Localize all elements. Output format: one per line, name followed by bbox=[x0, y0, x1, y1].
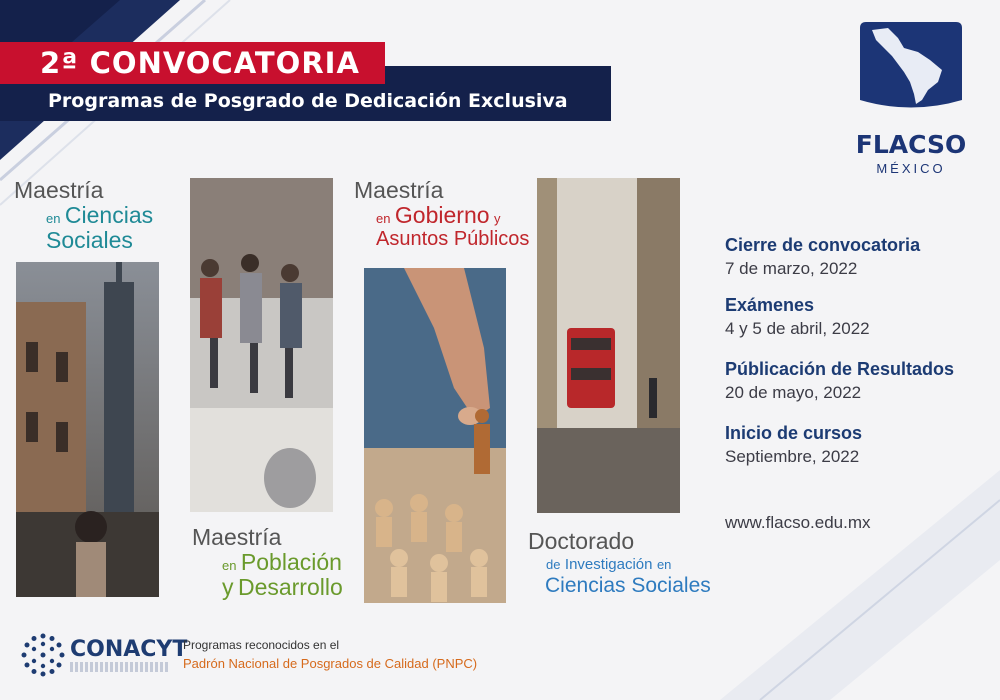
photo-city-tower bbox=[16, 262, 159, 597]
date-label: Exámenes bbox=[725, 295, 815, 315]
photo-hand-figures bbox=[364, 268, 506, 603]
date-value: Septiembre, 2022 bbox=[725, 447, 860, 466]
program-prep2: y bbox=[494, 211, 501, 226]
program-prep: en bbox=[222, 558, 237, 573]
date-item bbox=[725, 422, 995, 468]
flacso-country: MÉXICO bbox=[876, 161, 946, 176]
program-gobierno-asuntos bbox=[354, 179, 529, 249]
program-line1: Ciencias bbox=[64, 202, 154, 228]
date-value: 20 de mayo, 2022 bbox=[725, 383, 862, 402]
dates-list bbox=[725, 234, 995, 482]
program-line1: Población bbox=[240, 549, 342, 575]
conacyt-logo-icon bbox=[20, 632, 66, 678]
program-prep2: y bbox=[222, 574, 234, 600]
program-degree: Maestría bbox=[354, 177, 444, 203]
program-prep: de bbox=[546, 557, 561, 572]
program-prep: en bbox=[46, 211, 61, 226]
program-degree: Maestría bbox=[192, 524, 282, 550]
program-line2: Desarrollo bbox=[237, 574, 343, 600]
photo-crowd bbox=[190, 178, 333, 512]
program-line2: Ciencias Sociales bbox=[545, 574, 711, 597]
flacso-logo bbox=[858, 20, 964, 117]
latin-america-map-icon bbox=[858, 20, 964, 112]
program-degree: Maestría bbox=[14, 177, 104, 203]
pnpc-name: Padrón Nacional de Posgrados de Calidad (PNPC) bbox=[183, 656, 478, 671]
program-poblacion-desarrollo bbox=[192, 526, 343, 599]
date-item bbox=[725, 358, 995, 404]
program-prep: en bbox=[376, 211, 391, 226]
date-value: 7 de marzo, 2022 bbox=[725, 259, 858, 278]
program-line1: Gobierno bbox=[394, 202, 490, 228]
website-link[interactable]: www.flacso.edu.mx bbox=[725, 513, 871, 532]
pnpc-intro: Programas reconocidos en el bbox=[183, 638, 340, 652]
program-prep2: en bbox=[656, 557, 672, 572]
date-value: 4 y 5 de abril, 2022 bbox=[725, 319, 870, 338]
convocatoria-text: 2ª CONVOCATORIA bbox=[40, 46, 360, 80]
program-ciencias-sociales bbox=[14, 179, 153, 252]
date-item bbox=[725, 234, 995, 280]
program-line2: Sociales bbox=[46, 227, 133, 253]
conacyt-tagline bbox=[70, 662, 170, 672]
date-label: Cierre de convocatoria bbox=[725, 235, 921, 255]
program-line1: Investigación bbox=[564, 556, 653, 573]
program-line2: Asuntos Públicos bbox=[376, 228, 530, 250]
subtitle-text: Programas de Posgrado de Dedicación Exclusiva bbox=[48, 90, 568, 112]
program-doctorado bbox=[528, 530, 711, 596]
date-label: Públicación de Resultados bbox=[725, 359, 955, 379]
program-degree: Doctorado bbox=[528, 528, 635, 554]
date-item bbox=[725, 294, 995, 340]
convocatoria-banner bbox=[0, 42, 385, 84]
photo-street-bus bbox=[537, 178, 680, 513]
flacso-name: FLACSO bbox=[855, 130, 967, 159]
conacyt-name: CONACYT bbox=[70, 637, 188, 662]
date-label: Inicio de cursos bbox=[725, 423, 863, 443]
